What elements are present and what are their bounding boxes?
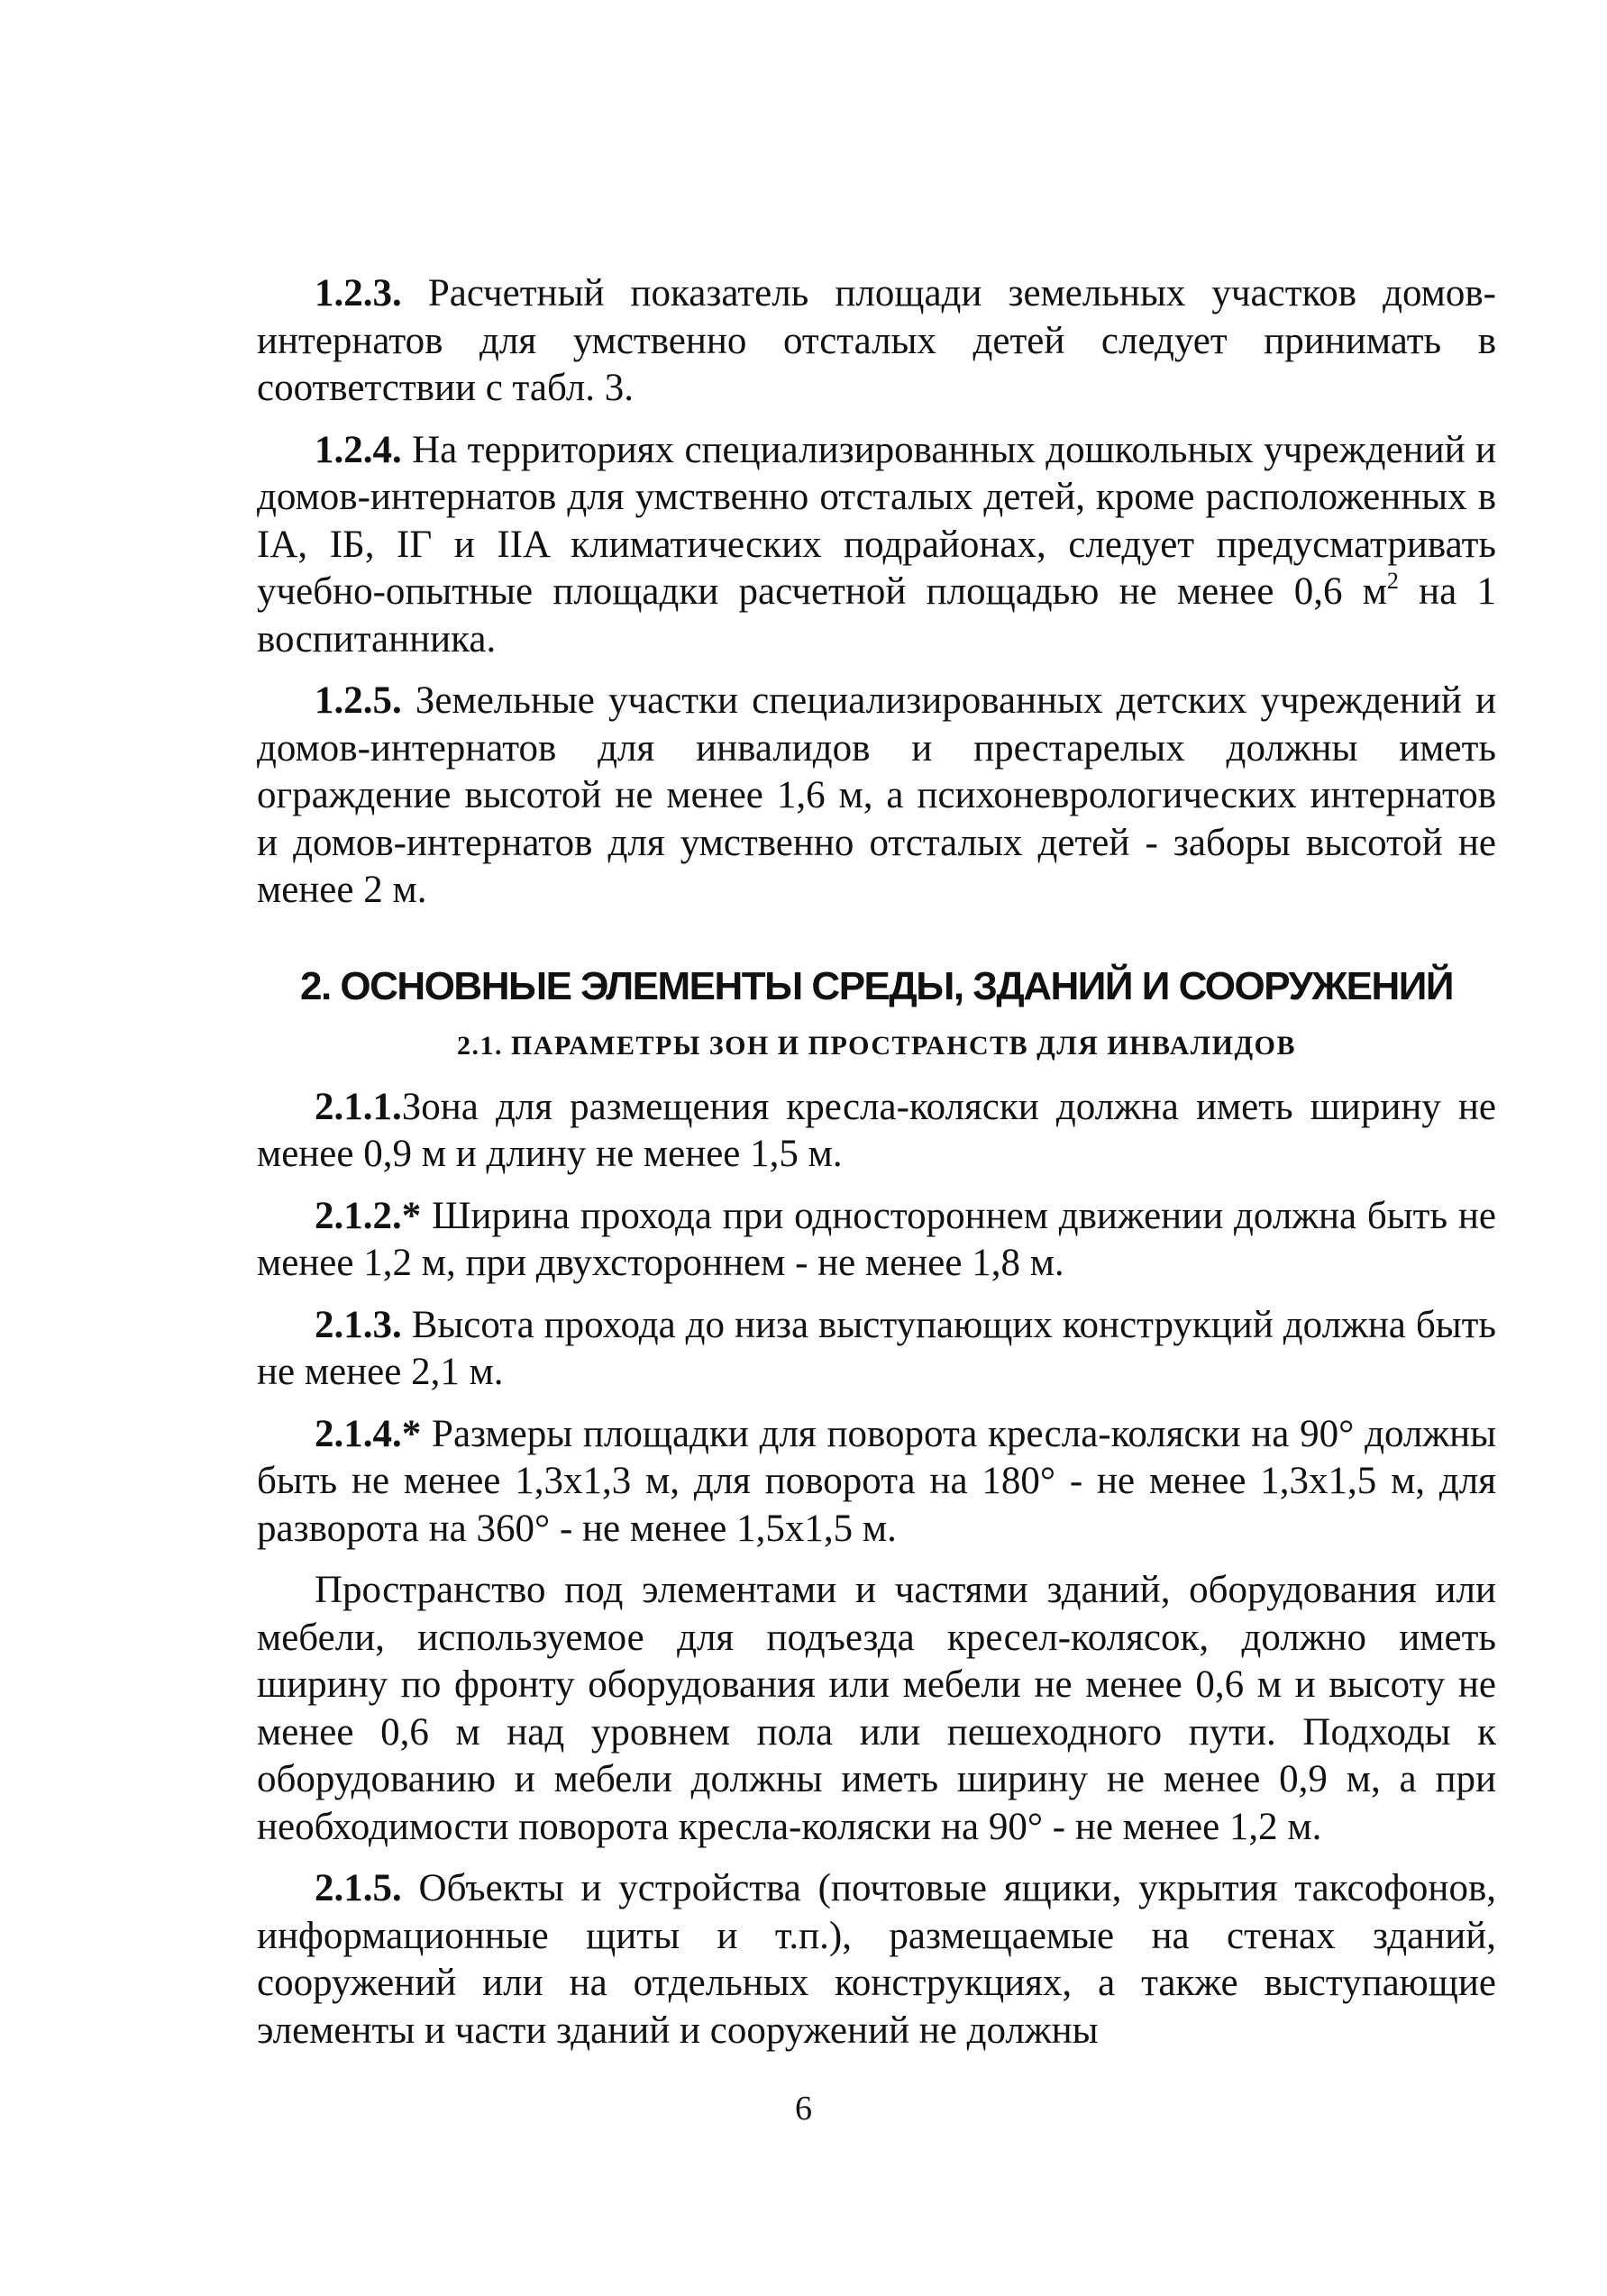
paragraph-number: 1.2.5. (315, 679, 402, 722)
paragraph-text: На территориях специализированных дошкольных учреждений и домов-интернатов для умственно отсталых детей, кроме расположенных в IA, IБ, IГ и IIA климатических подрайонах, следует предусматривать учебно-опытные площадки расчетной площадью не менее 0,6 м (257, 428, 1496, 613)
paragraph-text: Земельные участки специализированных детских учреждений и домов-интернатов для инвалидов и престарелых должны иметь ограждение высотой не менее 1,6 м, а психоневрологических интернатов и домов-интернатов для умственно отсталых детей - заборы высотой не менее 2 м. (257, 679, 1496, 911)
paragraph-1-2-5 (257, 678, 1496, 915)
paragraph-text: Ширина прохода при одностороннем движении должна быть не менее 1,2 м, при двухстороннем - не менее 1,8 м. (257, 1194, 1496, 1284)
paragraph-number: 2.1.5. (315, 1867, 402, 1909)
paragraph-number: 2.1.3. (315, 1303, 402, 1346)
paragraph-1-2-3 (257, 270, 1496, 413)
paragraph-1-2-4 (257, 427, 1496, 664)
paragraph-number: 2.1.4.* (315, 1412, 422, 1455)
paragraph-text: Пространство под элементами и частями зданий, оборудования или мебели, используемое для подъезда кресел-колясок, должно иметь ширину по фронту оборудования или мебели не менее 0,6 м и высоту не менее 0,6 м над уровнем пола или пешеходного пути. Подходы к оборудованию и мебели должны иметь ширину не менее 0,9 м, а при необходимости поворота кресла-коляски на 90° - не менее 1,2 м. (257, 1569, 1496, 1848)
paragraph-2-1-1 (257, 1084, 1496, 1179)
page-content (257, 270, 1496, 2069)
paragraph-2-1-5 (257, 1865, 1496, 2055)
paragraph-number: 1.2.4. (315, 428, 402, 471)
paragraph-text: Объекты и устройства (почтовые ящики, укрытия таксофонов, информационные щиты и т.п.), размещаемые на стенах зданий, сооружений или на отдельных конструкциях, а также выступающие элементы и части зданий и сооружений не должны (257, 1867, 1496, 2052)
paragraph-text: Размеры площадки для поворота кресла-коляски на 90° должны быть не менее 1,3х1,3 м, для поворота на 180° - не менее 1,3х1,5 м, для разворота на 360° - не менее 1,5х1,5 м. (257, 1412, 1496, 1550)
paragraph-number: 1.2.3. (315, 272, 402, 314)
section-heading: 2. ОСНОВНЫЕ ЭЛЕМЕНТЫ СРЕДЫ, ЗДАНИЙ И СООРУЖЕНИЙ (300, 963, 1453, 1008)
paragraph-space-under-elements (257, 1567, 1496, 1851)
paragraph-text: Зона для размещения кресла-коляски должна иметь ширину не менее 0,9 м и длину не менее 1,5 м. (257, 1085, 1496, 1175)
superscript: 2 (1386, 567, 1399, 594)
page-number: 6 (795, 2090, 812, 2127)
paragraph-text-continued: на 1 воспитанника. (257, 570, 1496, 661)
paragraph-2-1-3 (257, 1302, 1496, 1397)
paragraph-text: Высота прохода до низа выступающих конструкций должна быть не менее 2,1 м. (257, 1303, 1496, 1393)
paragraph-text: Расчетный показатель площади земельных участков домов-интернатов для умственно отсталых детей следует принимать в соответствии с табл. 3. (257, 272, 1496, 409)
subsection-heading: 2.1. ПАРАМЕТРЫ ЗОН И ПРОСТРАНСТВ ДЛЯ ИНВАЛИДОВ (457, 1030, 1296, 1061)
paragraph-number: 2.1.1. (315, 1085, 402, 1128)
paragraph-2-1-4 (257, 1411, 1496, 1553)
paragraph-2-1-2 (257, 1193, 1496, 1288)
paragraph-number: 2.1.2.* (315, 1194, 422, 1237)
